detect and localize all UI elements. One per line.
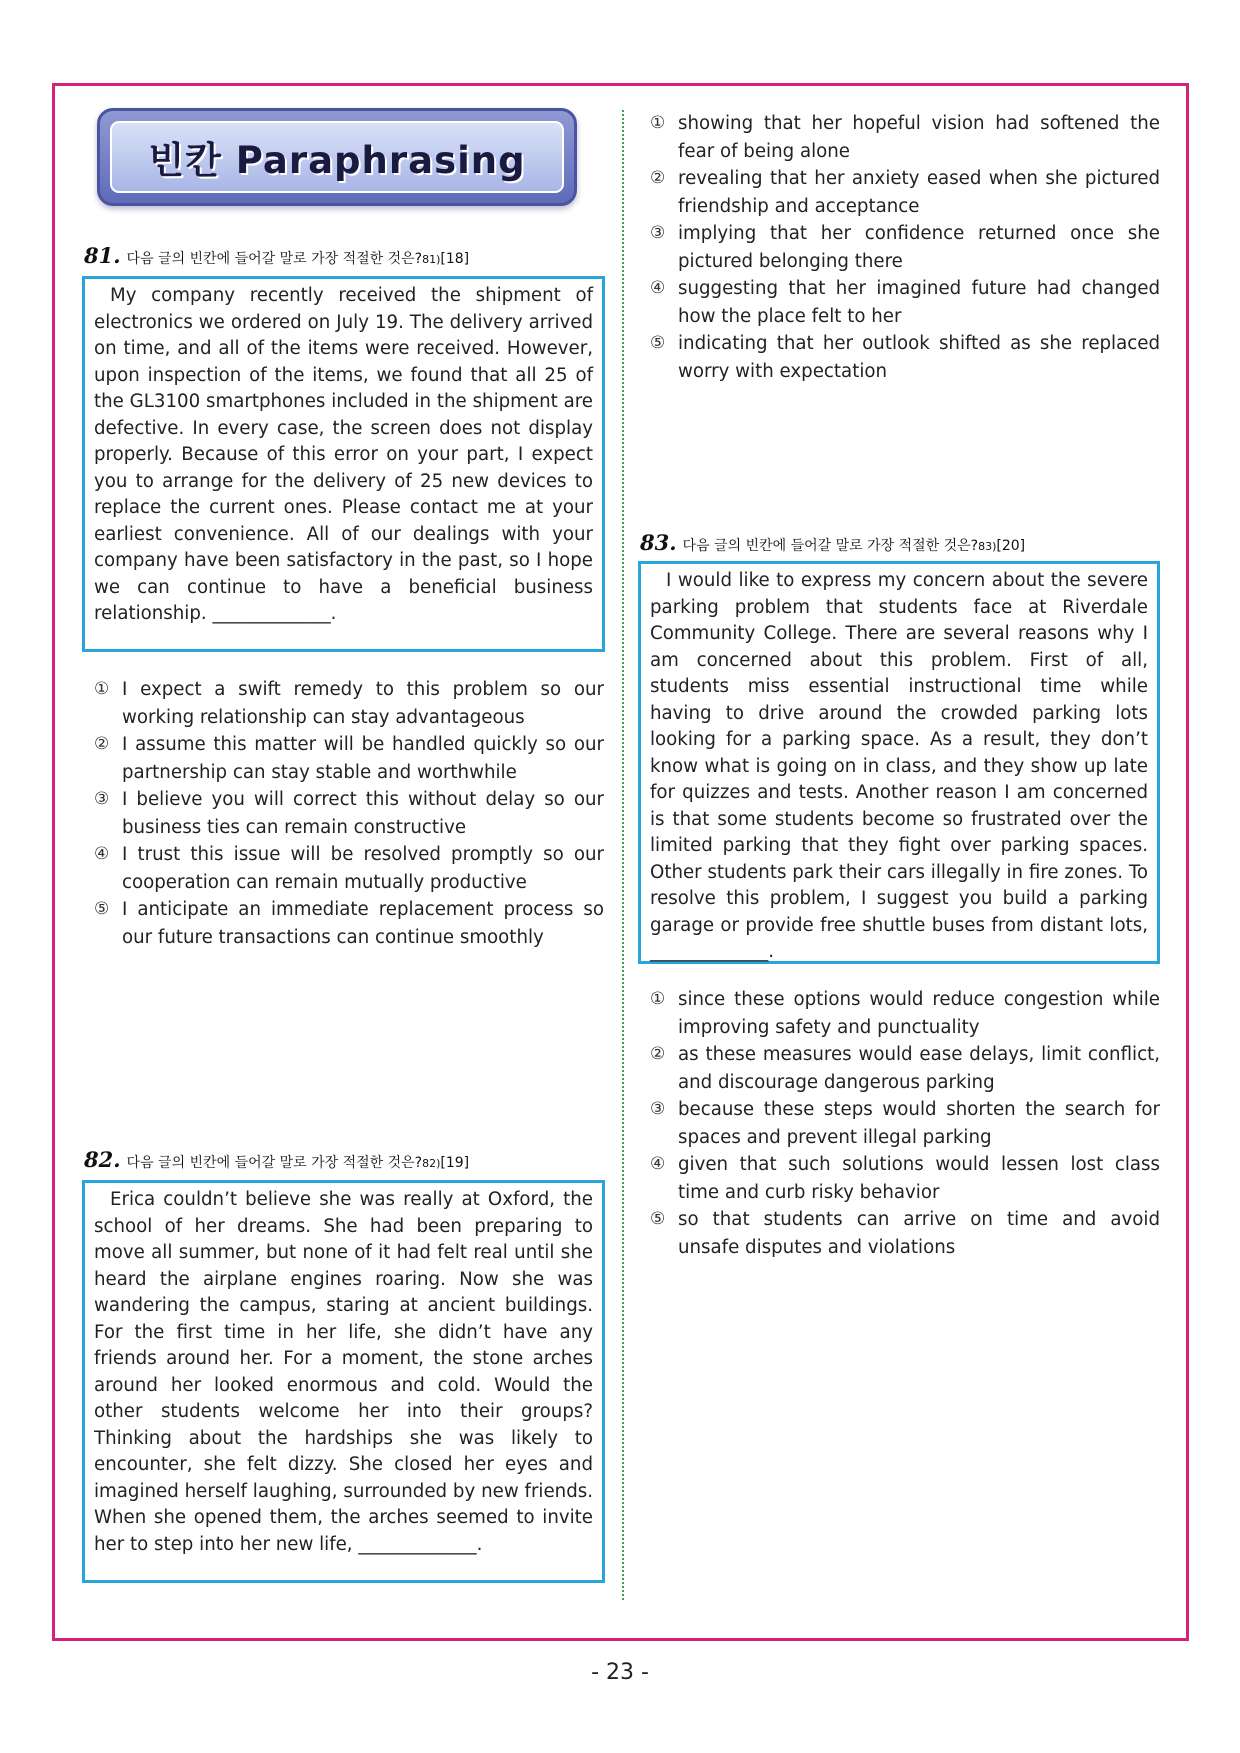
choice-text: since these options would reduce congestion while improving safety and punctuality: [678, 989, 1160, 1038]
choice-mark: ⑤: [650, 333, 666, 353]
choice-text: because these steps would shorten the search for spaces and prevent illegal parking: [678, 1099, 1160, 1148]
choice-text: revealing that her anxiety eased when she pictured friendship and acceptance: [678, 168, 1160, 217]
choice-text: implying that her confidence returned once she pictured belonging there: [678, 223, 1160, 272]
footnote-ref: 81): [422, 253, 441, 266]
section-title-banner: [97, 108, 577, 206]
choice-1[interactable]: [94, 676, 604, 731]
question-source: [19]: [440, 1155, 470, 1171]
choice-mark: ⑤: [94, 899, 110, 919]
question-82-header: [84, 1147, 469, 1172]
choice-3[interactable]: [650, 1096, 1160, 1151]
choice-mark: ④: [650, 278, 666, 298]
choice-4[interactable]: [650, 1151, 1160, 1206]
choice-text: I assume this matter will be handled quickly so our partnership can stay stable and worthwhile: [122, 734, 604, 783]
choice-text: I expect a swift remedy to this problem so our working relationship can stay advantageous: [122, 679, 604, 728]
choice-mark: ③: [94, 789, 110, 809]
page-number: - 23 -: [591, 1660, 649, 1685]
choice-2[interactable]: [650, 165, 1160, 220]
question-number: 82.: [84, 1147, 121, 1172]
question-83-header: [640, 530, 1025, 555]
column-divider: [622, 110, 624, 1600]
choice-mark: ⑤: [650, 1209, 666, 1229]
passage-text: Erica couldn’t believe she was really at Oxford, the school of her dreams. She had been preparing to move all summer, but none of it had felt real until she heard the airplane engines roaring. Now she was wandering the campus, staring at ancient buildings. For the first time in her life, she didn’t have any friends around her. For a moment, the stone arches around her looked enormous and cold. Would the other students welcome her into their groups? Thinking about the hardships she was likely to encounter, she felt dizzy. She closed her eyes and imagined herself laughing, surrounded by new friends. When she opened them, the arches seemed to invite her to step into her new life, _____________.: [94, 1189, 593, 1555]
choice-4[interactable]: [94, 841, 604, 896]
question-source: [18]: [440, 251, 470, 267]
passage-text: I would like to express my concern about the severe parking problem that students face at Riverdale Community College. There are several reasons why I am concerned about this problem. First of all, students miss essential instructional time while having to drive around the crowded parking lots looking for a parking space. As a result, they don’t know what is going on in class, and they show up late for quizzes and tests. Another reason I am concerned is that some students become so frustrated over the limited parking that they fight over parking spaces. Other students park their cars illegally in fire zones. To resolve this problem, I suggest you build a parking garage or provide free shuttle buses from distant lots, _____________.: [650, 570, 1148, 962]
question-prompt: 다음 글의 빈칸에 들어갈 말로 가장 적절한 것은?: [126, 1155, 423, 1171]
choice-text: I trust this issue will be resolved promptly so our cooperation can remain mutually productive: [122, 844, 604, 893]
choice-text: as these measures would ease delays, limit conflict, and discourage dangerous parking: [678, 1044, 1160, 1093]
choice-mark: ④: [650, 1154, 666, 1174]
question-81-header: [84, 243, 469, 268]
question-source: [20]: [996, 538, 1026, 554]
question-number: 83.: [640, 530, 677, 555]
choice-text: suggesting that her imagined future had changed how the place felt to her: [678, 278, 1160, 327]
question-83-passage: [638, 561, 1160, 964]
choice-3[interactable]: [650, 220, 1160, 275]
question-83-choices: [650, 986, 1160, 1261]
choice-2[interactable]: [94, 731, 604, 786]
question-prompt: 다음 글의 빈칸에 들어갈 말로 가장 적절한 것은?: [682, 538, 979, 554]
question-81-choices: [94, 676, 604, 951]
choice-mark: ②: [94, 734, 110, 754]
section-title: 빈칸 Paraphrasing: [148, 139, 526, 182]
question-81-passage: [82, 276, 605, 652]
question-number: 81.: [84, 243, 121, 268]
passage-text: My company recently received the shipment of electronics we ordered on July 19. The delivery arrived on time, and all of the items were received. However, upon inspection of the items, we found that all 25 of the GL3100 smartphones included in the shipment are defective. In every case, the screen does not display properly. Because of this error on your part, I expect you to arrange for the delivery of 25 new devices to replace the current ones. Please contact me at your earliest convenience. All of our dealings with your company have been satisfactory in the past, so I hope we can continue to have a beneficial business relationship. _____________.: [94, 285, 593, 624]
choice-4[interactable]: [650, 275, 1160, 330]
choice-5[interactable]: [94, 896, 604, 951]
choice-text: indicating that her outlook shifted as she replaced worry with expectation: [678, 333, 1160, 382]
footnote-ref: 82): [422, 1157, 441, 1170]
choice-mark: ②: [650, 168, 666, 188]
choice-text: I believe you will correct this without delay so our business ties can remain constructive: [122, 789, 604, 838]
choice-text: so that students can arrive on time and avoid unsafe disputes and violations: [678, 1209, 1160, 1258]
question-82-passage: [82, 1180, 605, 1583]
choice-mark: ③: [650, 223, 666, 243]
section-title-inner: [110, 121, 564, 193]
choice-2[interactable]: [650, 1041, 1160, 1096]
choice-mark: ③: [650, 1099, 666, 1119]
question-prompt: 다음 글의 빈칸에 들어갈 말로 가장 적절한 것은?: [126, 251, 423, 267]
choice-mark: ①: [650, 989, 666, 1009]
choice-mark: ④: [94, 844, 110, 864]
choice-5[interactable]: [650, 1206, 1160, 1261]
choice-text: given that such solutions would lessen lost class time and curb risky behavior: [678, 1154, 1160, 1203]
question-82-choices: [650, 110, 1160, 385]
footnote-ref: 83): [978, 540, 997, 553]
choice-5[interactable]: [650, 330, 1160, 385]
choice-3[interactable]: [94, 786, 604, 841]
choice-text: I anticipate an immediate replacement process so our future transactions can continue smoothly: [122, 899, 604, 948]
choice-mark: ①: [94, 679, 110, 699]
choice-mark: ②: [650, 1044, 666, 1064]
choice-text: showing that her hopeful vision had softened the fear of being alone: [678, 113, 1160, 162]
choice-1[interactable]: [650, 110, 1160, 165]
choice-mark: ①: [650, 113, 666, 133]
choice-1[interactable]: [650, 986, 1160, 1041]
